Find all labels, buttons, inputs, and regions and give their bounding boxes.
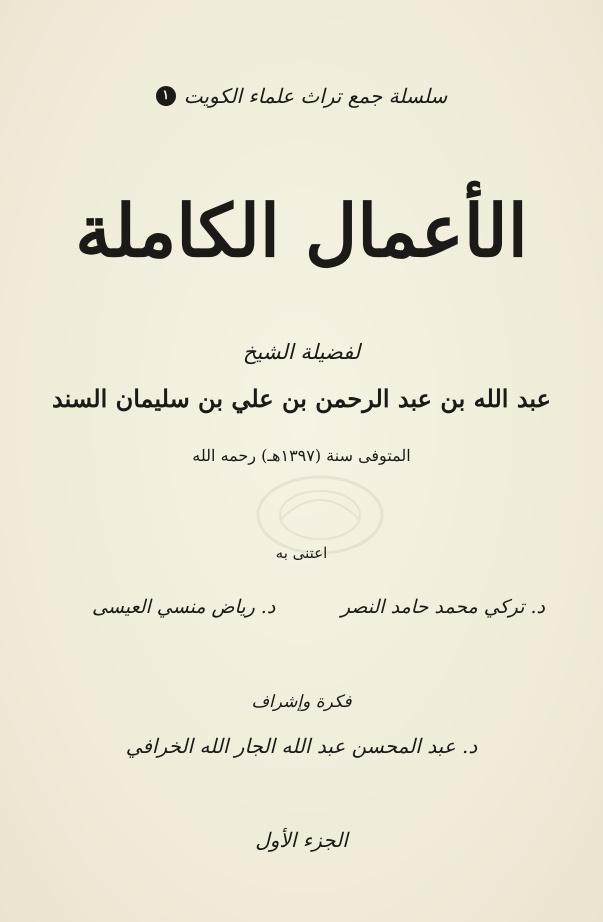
- author-name: عبد الله بن عبد الرحمن بن علي بن سليمان السند: [52, 384, 551, 413]
- book-title: الأعمال الكاملة: [75, 188, 528, 273]
- supervision-label: فكرة وإشراف: [251, 692, 352, 712]
- editor-2: د. رياض منسي العيسى: [92, 596, 276, 618]
- author-death-date: المتوفى سنة (١٣٩٧هـ) رحمه الله: [192, 446, 411, 465]
- edited-by-label: اعتنى به: [275, 544, 328, 562]
- series-header: [0, 84, 603, 108]
- series-number-badge: ١: [156, 86, 176, 106]
- series-title: سلسلة جمع تراث علماء الكويت: [183, 84, 448, 108]
- volume-label: الجزء الأول: [255, 828, 348, 852]
- editor-1: د. تركي محمد حامد النصر: [340, 596, 545, 618]
- author-intro: لفضيلة الشيخ: [242, 340, 361, 364]
- supervisor-name: د. عبد المحسن عبد الله الجار الله الخرافي: [125, 734, 478, 758]
